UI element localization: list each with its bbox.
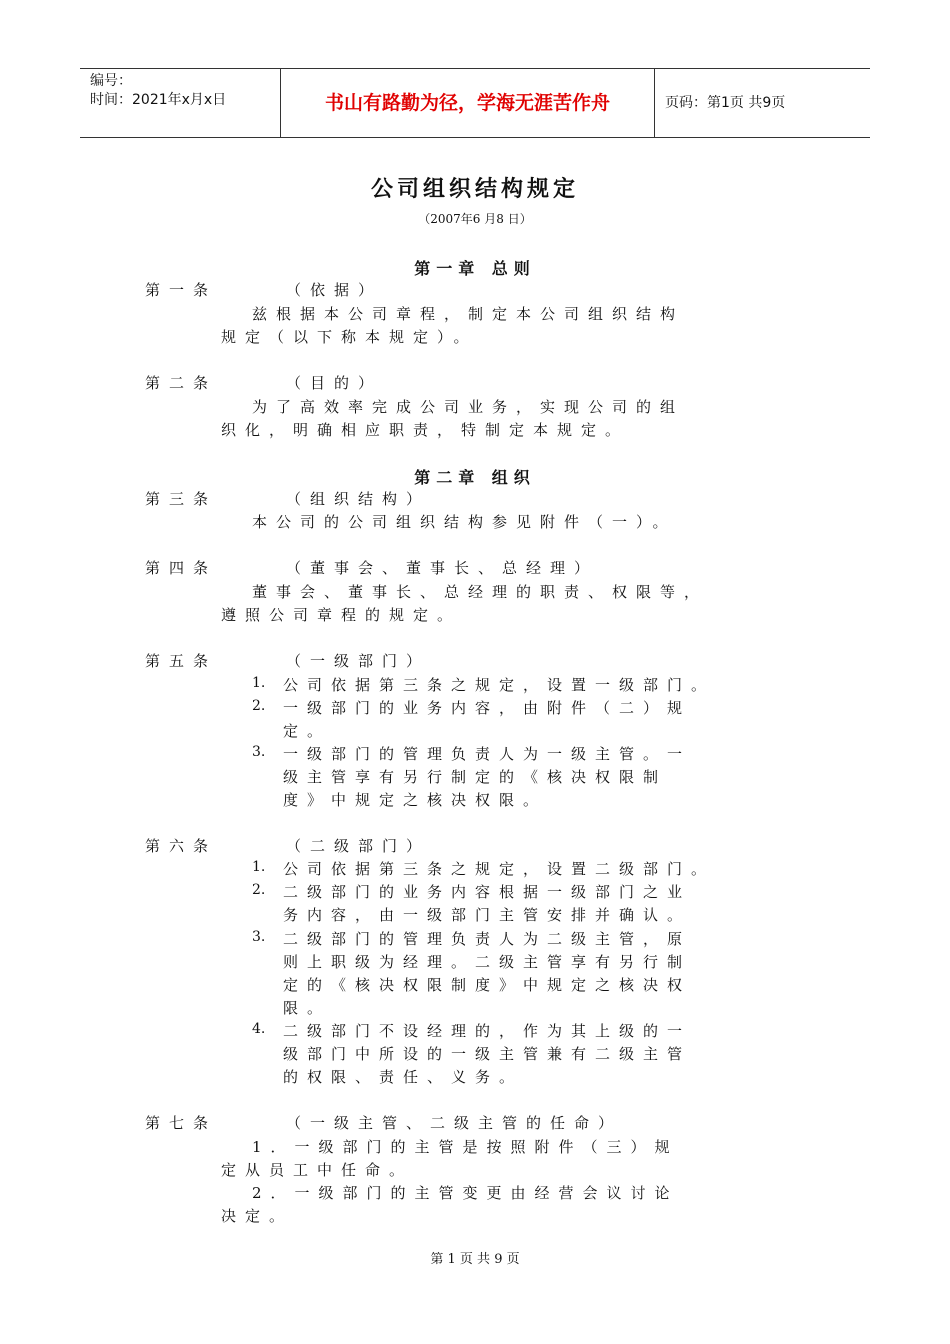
article-6-item-4-line-2: 级部门中所设的一级主管兼有二级主管 xyxy=(283,1045,692,1063)
header-page-info: 页码：第1页 共9页 xyxy=(665,95,786,111)
article-2-line-2: 织化，明确相应职责，特制定本规定。 xyxy=(221,421,630,439)
article-7-line-4: 决定。 xyxy=(221,1207,294,1225)
article-6-heading: （二级部门） xyxy=(286,837,431,855)
article-7-line-3: 2．一级部门的主管变更由经营会议讨论 xyxy=(252,1184,679,1202)
article-4-heading: （董事会、董事长、总经理） xyxy=(286,559,599,577)
article-7-heading: （一级主管、二级主管的任命） xyxy=(286,1114,623,1132)
article-6-item-3-line-1: 二级部门的管理负责人为二级主管，原 xyxy=(283,930,692,948)
document-title: 公司组织结构规定 xyxy=(370,177,579,202)
header-meta xyxy=(80,69,281,137)
article-1-line-2: 规定（以下称本规定）。 xyxy=(221,328,478,346)
article-4-line-2: 遵照公司章程的规定。 xyxy=(221,606,462,624)
article-5-item-1-number: 1. xyxy=(252,675,266,691)
article-6-item-1-number: 1. xyxy=(252,859,266,875)
article-2-label: 第二条 xyxy=(145,374,218,392)
article-3-label: 第三条 xyxy=(145,490,218,508)
code-label: 编号： xyxy=(90,73,132,89)
article-6-item-2-number: 2. xyxy=(252,882,266,898)
article-7-line-2: 定从员工中任命。 xyxy=(221,1161,414,1179)
article-5-item-2-number: 2. xyxy=(252,698,266,714)
header-table xyxy=(80,68,870,138)
article-5-heading: （一级部门） xyxy=(286,652,431,670)
article-5-item-2-line-2: 定。 xyxy=(283,722,332,740)
article-5-item-3-line-2: 级主管享有另行制定的《核决权限制 xyxy=(283,768,668,786)
article-4-line-1: 董事会、董事长、总经理的职责、权限等， xyxy=(252,583,709,601)
article-6-item-3-number: 3. xyxy=(252,929,266,945)
article-5-label: 第五条 xyxy=(145,652,218,670)
article-6-item-4-line-3: 的权限、责任、义务。 xyxy=(283,1068,524,1086)
chapter-1-title: 第一章 总则 xyxy=(414,259,536,278)
article-3-heading: （组织结构） xyxy=(286,490,431,508)
article-6-item-2-line-1: 二级部门的业务内容根据一级部门之业 xyxy=(283,883,692,901)
article-6-item-4-line-1: 二级部门不设经理的，作为其上级的一 xyxy=(283,1022,692,1040)
document-date: （2007年6 月8 日） xyxy=(418,212,532,226)
article-3-line-1: 本公司的公司组织结构参见附件（一）。 xyxy=(252,513,677,531)
article-2-line-1: 为了高效率完成公司业务，实现公司的组 xyxy=(252,398,685,416)
article-6-item-3-line-3: 定的《核决权限制度》中规定之核决权 xyxy=(283,976,692,994)
article-6-item-3-line-4: 限。 xyxy=(283,999,332,1017)
article-6-item-2-line-2: 务内容，由一级部门主管安排并确认。 xyxy=(283,906,692,924)
article-5-item-3-number: 3. xyxy=(252,744,266,760)
article-4-label: 第四条 xyxy=(145,559,218,577)
article-6-item-4-number: 4. xyxy=(252,1021,266,1037)
article-6-item-3-line-2: 则上职级为经理。二级主管享有另行制 xyxy=(283,953,692,971)
article-5-item-2-line-1: 一级部门的业务内容，由附件（二）规 xyxy=(283,699,692,717)
article-5-item-3-line-3: 度》中规定之核决权限。 xyxy=(283,791,548,809)
chapter-2-title: 第二章 组织 xyxy=(414,468,536,487)
page-footer: 第 1 页 共 9 页 xyxy=(430,1252,520,1267)
article-5-item-3-line-1: 一级部门的管理负责人为一级主管。一 xyxy=(283,745,692,763)
time-label: 时间：2021年x月x日 xyxy=(90,92,227,108)
article-1-heading: （依据） xyxy=(286,281,383,299)
article-6-item-1-line-1: 公司依据第三条之规定，设置二级部门。 xyxy=(283,860,716,878)
article-7-line-1: 1．一级部门的主管是按照附件（三）规 xyxy=(252,1138,679,1156)
article-2-heading: （目的） xyxy=(286,374,383,392)
article-5-item-1-line-1: 公司依据第三条之规定，设置一级部门。 xyxy=(283,676,716,694)
article-7-label: 第七条 xyxy=(145,1114,218,1132)
article-1-label: 第一条 xyxy=(145,281,218,299)
article-6-label: 第六条 xyxy=(145,837,218,855)
header-motto: 书山有路勤为径，学海无涯苦作舟 xyxy=(281,69,655,137)
article-1-line-1: 兹根据本公司章程，制定本公司组织结构 xyxy=(252,305,685,323)
